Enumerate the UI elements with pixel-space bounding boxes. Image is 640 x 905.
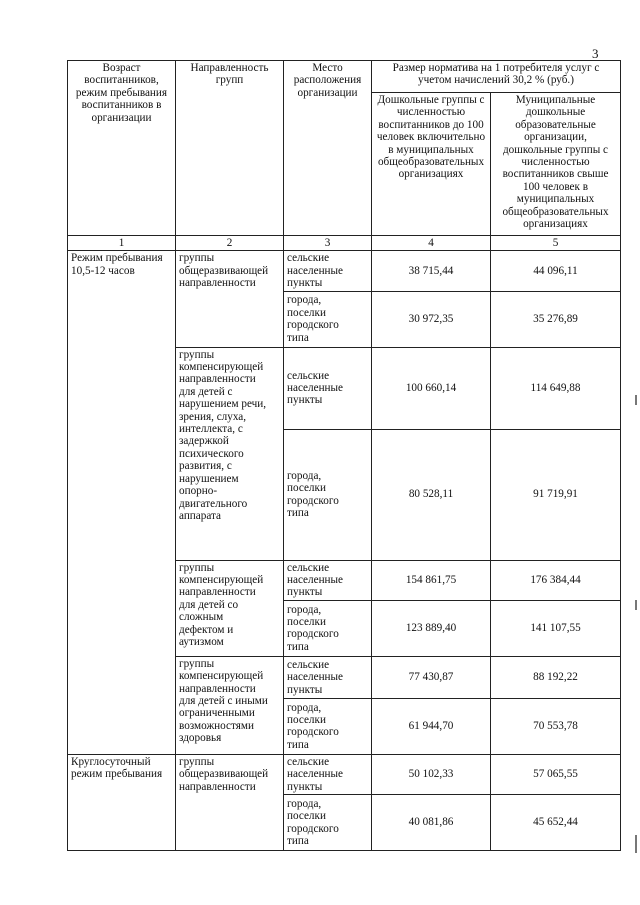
norms-table [67, 60, 621, 851]
value-cell-col5: 91 719,91 [491, 429, 621, 560]
column-number: 5 [491, 236, 621, 251]
direction-cell: группы компенсирующей направленности для детей с иными ограниченными возможностями здоровья [176, 656, 284, 754]
column-number: 2 [176, 236, 284, 251]
value-cell-col4: 61 944,70 [372, 698, 491, 754]
column-numbers-row [68, 236, 621, 251]
value-cell-col5: 176 384,44 [491, 560, 621, 600]
value-cell-col5: 70 553,78 [491, 698, 621, 754]
table-row [68, 754, 621, 794]
value-cell-col4: 100 660,14 [372, 347, 491, 429]
page-number: 3 [592, 46, 599, 61]
value-cell-col4: 40 081,86 [372, 795, 491, 851]
header-col4: Дошкольные группы с численностью воспитанников до 100 человек включительно в муниципальных общеобразовательных организациях [372, 93, 491, 236]
column-number: 1 [68, 236, 176, 251]
value-cell-col4: 154 861,75 [372, 560, 491, 600]
value-cell-col5: 35 276,89 [491, 291, 621, 347]
value-cell-col5: 57 065,55 [491, 754, 621, 794]
location-cell: города, поселки городского типа [284, 291, 372, 347]
location-cell: города, поселки городского типа [284, 429, 372, 560]
location-cell: сельские населенные пункты [284, 560, 372, 600]
value-cell-col4: 77 430,87 [372, 656, 491, 698]
column-number: 3 [284, 236, 372, 251]
value-cell-col4: 123 889,40 [372, 600, 491, 656]
header-location: Место расположения организации [284, 61, 372, 236]
value-cell-col4: 50 102,33 [372, 754, 491, 794]
location-cell: города, поселки городского типа [284, 795, 372, 851]
value-cell-col4: 30 972,35 [372, 291, 491, 347]
location-cell: сельские населенные пункты [284, 754, 372, 794]
value-cell-col5: 88 192,22 [491, 656, 621, 698]
location-cell: сельские населенные пункты [284, 347, 372, 429]
value-cell-col4: 80 528,11 [372, 429, 491, 560]
header-direction: Направленность групп [176, 61, 284, 236]
scan-speck [635, 600, 637, 610]
header-col5: Муниципальные дошкольные образовательные организации, дошкольные группы с численностью воспитанников свыше 100 человек в муниципальных общеобразовательных организациях [491, 93, 621, 236]
location-cell: города, поселки городского типа [284, 600, 372, 656]
scan-speck [635, 835, 637, 853]
value-cell-col5: 141 107,55 [491, 600, 621, 656]
header-age: Возраст воспитанников, режим пребывания воспитанников в организации [68, 61, 176, 236]
direction-cell: группы компенсирующей направленности для детей со сложным дефектом и аутизмом [176, 560, 284, 656]
mode-cell: Круглосуточный режим пребывания [68, 754, 176, 850]
table-row [68, 251, 621, 291]
value-cell-col5: 114 649,88 [491, 347, 621, 429]
value-cell-col5: 45 652,44 [491, 795, 621, 851]
scan-speck [635, 395, 637, 405]
header-norm-group: Размер норматива на 1 потребителя услуг с учетом начислений 30,2 % (руб.) [372, 61, 621, 93]
location-cell: города, поселки городского типа [284, 698, 372, 754]
mode-cell: Режим пребывания 10,5-12 часов [68, 251, 176, 754]
header-row-1 [68, 61, 621, 93]
value-cell-col5: 44 096,11 [491, 251, 621, 291]
direction-cell: группы компенсирующей направленности для детей с нарушением речи, зрения, слуха, интеллекта, с задержкой психического развития, с нарушением опорно- двигательного аппарата [176, 347, 284, 560]
location-cell: сельские населенные пункты [284, 656, 372, 698]
column-number: 4 [372, 236, 491, 251]
direction-cell: группы общеразвивающей направленности [176, 251, 284, 347]
location-cell: сельские населенные пункты [284, 251, 372, 291]
direction-cell: группы общеразвивающей направленности [176, 754, 284, 850]
value-cell-col4: 38 715,44 [372, 251, 491, 291]
